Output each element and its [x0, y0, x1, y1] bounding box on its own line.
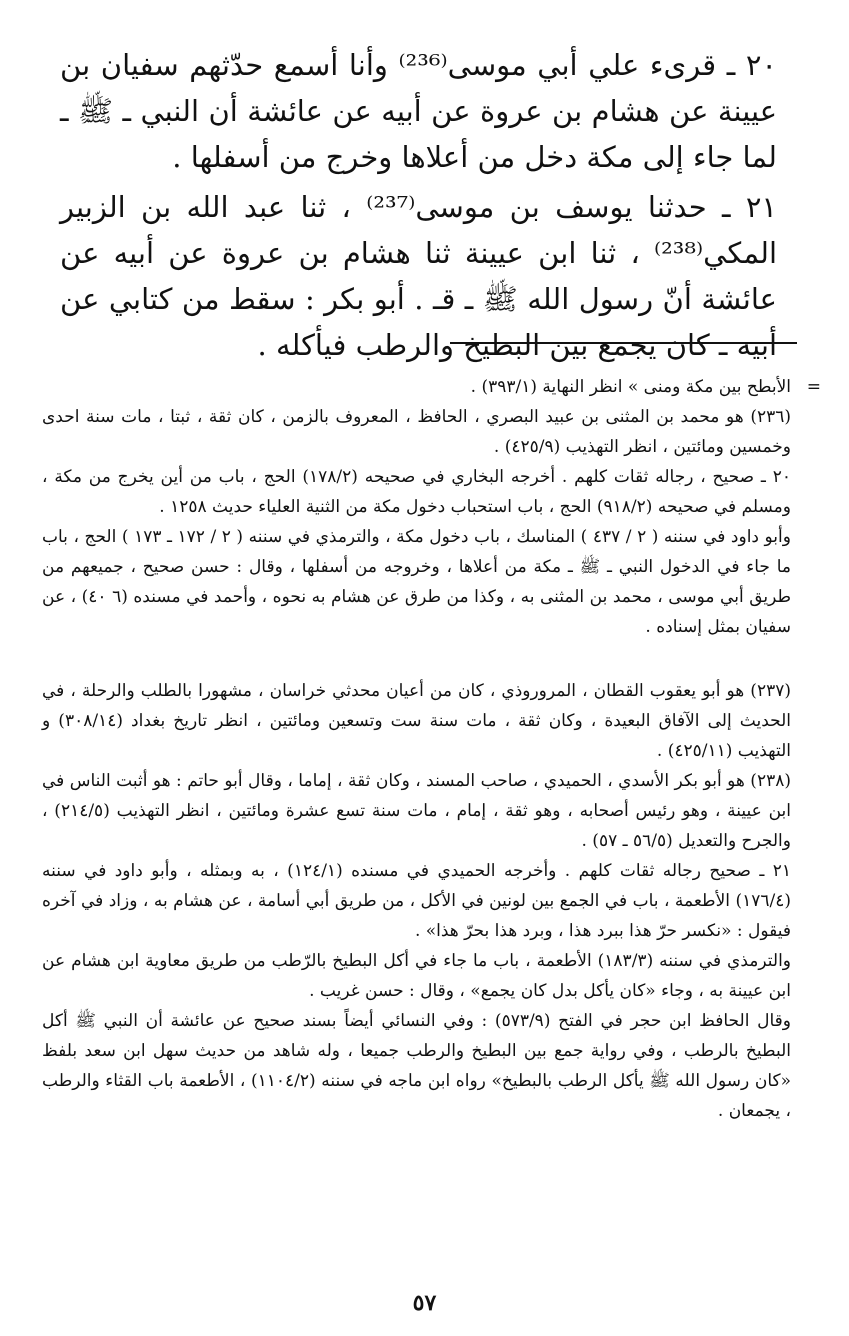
- hadith-21: ٢١ ـ حدثنا يوسف بن موسى⁽²³⁷⁾ ، ثنا عبد الله بن الزبير المكي⁽²³⁸⁾ ، ثنا ابن عيينة ثنا هشام بن عروة عن أبيه عن عائشة أنّ رسول الله ﷺ ـ قـ . أبو بكر : سقط من كتابي عن أبيه ـ كان يجمع بين البطيخ والرطب فيأكله .: [60, 190, 777, 362]
- footnotes: [42, 372, 821, 1126]
- footnote-237: (٢٣٧) هو أبو يعقوب القطان ، المروروذي ، كان من أعيان محدثي خراسان ، مشهورا بالطلب والرحلة ، في الحديث إلى الآفاق البعيدة ، وكان ثقة ، مات سنة ست وتسعين ومائتين ، انظر تاريخ بغداد (٣٠٨/١٤) و التهذيب (٤٢٥/١١) .: [42, 681, 791, 761]
- footnote-238: (٢٣٨) هو أبو بكر الأسدي ، الحميدي ، صاحب المسند ، وكان ثقة ، إماما ، وقال أبو حاتم : هو أثبت الناس في ابن عيينة ، وهو رئيس أصحابه ، وهو ثقة ، إمام ، مات سنة تسع عشرة ومائتين ، انظر التهذيب (٢١٤/٥) ، والجرح والتعديل (٥٦/٥ ـ ٥٧) .: [42, 771, 791, 851]
- page-number: ٥٧: [412, 1290, 437, 1316]
- footnote-21-tirmidhi: والترمذي في سننه (١٨٣/٣) الأطعمة ، باب ما جاء في أكل البطيخ بالرّطب من طريق معاوية ابن هشام عن ابن عيينة به ، وجاء «كان يأكل بدل كان يجمع» ، وقال : حسن غريب .: [42, 951, 792, 1001]
- footnote-20-takhrij-continued: وأبو داود في سننه ( ٢ / ٤٣٧ ) المناسك ، باب دخول مكة ، والترمذي في سننه ( ٢ / ١٧٢ ـ ١٧٣ ) الحج ، باب ما جاء في الدخول النبي ـ ﷺ ـ مكة من أعلاها ، وخروجه من أسفلها ، وقال : حسن صحيح ، جميعهم من طريق أبي موسى ، محمد بن المثنى به ، وكذا من طرق عن هشام به نحوه ، وأحمد في مسنده (٦ ٤٠) ، عن سفيان بمثل إسناده .: [42, 527, 792, 637]
- footnote-21-takhrij: ٢١ ـ صحيح رجاله ثقات كلهم . وأخرجه الحميدي في مسنده (١٢٤/١) ، به وبمثله ، وأبو داود في سننه (١٧٦/٤) الأطعمة ، باب في الجمع بين لونين في الأكل ، من طريق أبي أسامة ، عن هشام به ، وزاد في آخره فيقول : «نكسر حرّ هذا ببرد هذا ، وبرد هذا بحرّ هذا» .: [42, 861, 791, 941]
- footnote-gap: [42, 642, 791, 676]
- footnote-20-takhrij: ٢٠ ـ صحيح ، رجاله ثقات كلهم . أخرجه البخاري في صحيحه (١٧٨/٢) الحج ، باب من أين يخرج من مكة ، ومسلم في صحيحه (٩١٨/٢) الحج ، باب استحباب دخول مكة من الثنية العلياء حديث ١٢٥٨ .: [42, 467, 791, 517]
- footnote-21-ibn-hajar: وقال الحافظ ابن حجر في الفتح (٥٧٣/٩) : وفي النسائي أيضاً بسند صحيح عن عائشة أن النبي ﷺ أكل البطيخ بالرطب ، وفي رواية جمع بين البطيخ والرطب جميعا ، وله شاهد من حديث سهل ابن سعد بلفظ «كان رسول الله ﷺ يأكل الرطب بالبطيخ» رواه ابن ماجه في سننه (١١٠٤/٢) ، الأطعمة باب القثاء والرطب ، يجمعان .: [42, 1011, 792, 1121]
- footnote-236: (٢٣٦) هو محمد بن المثنى بن عبيد البصري ، الحافظ ، المعروف بالزمن ، كان ثقة ، ثبتا ، مات سنة احدى وخمسين ومائتين ، انظر التهذيب (٤٢٥/٩) .: [42, 407, 791, 457]
- footnote-separator: [450, 342, 797, 344]
- main-text: [60, 42, 777, 372]
- continuation-mark: =: [806, 377, 821, 397]
- footnote-continuation-text: الأبطح بين مكة ومنى » انظر النهاية (٣٩٣/١) .: [470, 377, 791, 397]
- footnote-continuation: [42, 372, 821, 402]
- hadith-20: ٢٠ ـ قرىء علي أبي موسى⁽²³⁶⁾ وأنا أسمع حدّثهم سفيان بن عيينة عن هشام بن عروة عن أبيه عن عائشة أن النبي ـ ﷺ ـ لما جاء إلى مكة دخل من أعلاها وخرج من أسفلها .: [60, 48, 777, 174]
